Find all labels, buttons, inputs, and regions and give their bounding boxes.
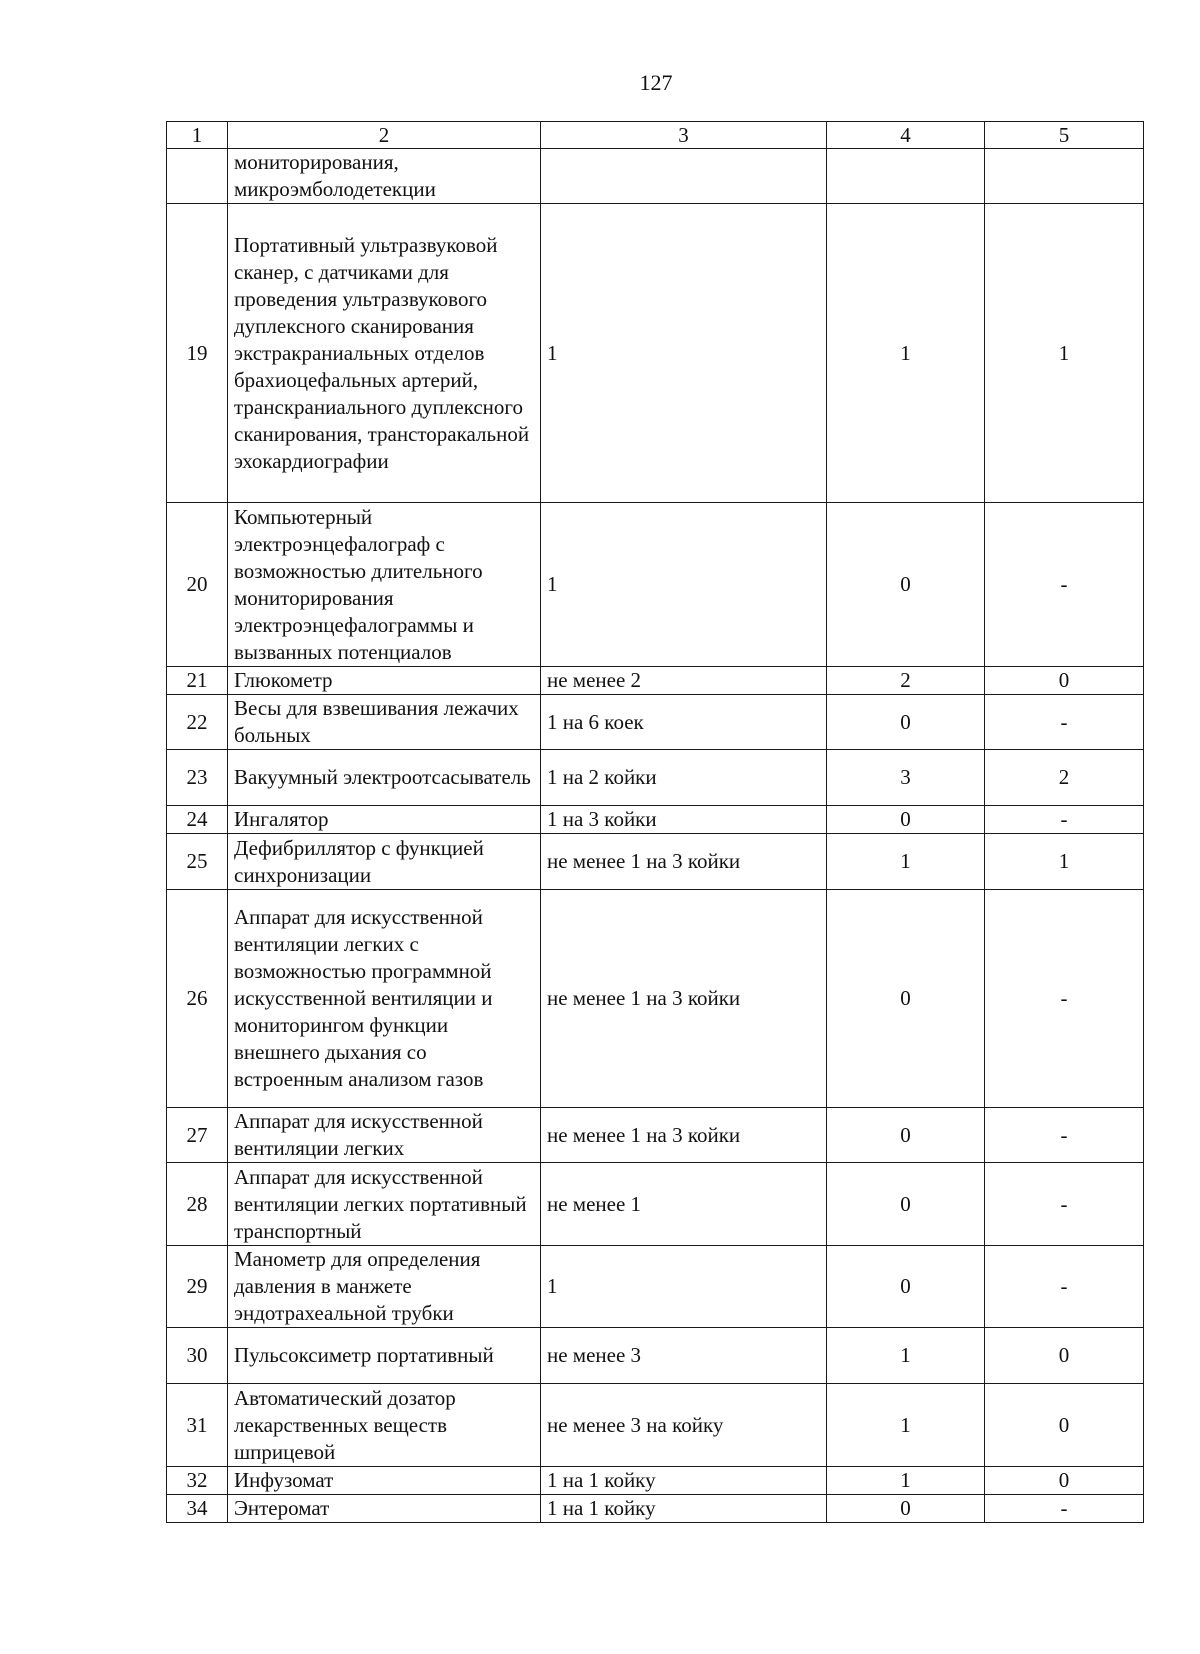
table-row — [167, 1246, 1144, 1328]
table-header-row — [167, 122, 1144, 149]
row-number: 29 — [167, 1246, 228, 1328]
column-5-value: - — [985, 503, 1144, 667]
column-header-2: 2 — [228, 122, 541, 149]
required-quantity: не менее 2 — [541, 667, 827, 695]
required-quantity: не менее 3 на койку — [541, 1384, 827, 1467]
table-row — [167, 1384, 1144, 1467]
page-number: 127 — [639, 70, 673, 95]
column-header-3: 3 — [541, 122, 827, 149]
equipment-name: Компьютерный электроэнцефалограф с возможностью длительного мониторирования электроэнцефалограммы и вызванных потенциалов — [228, 503, 541, 667]
column-5-value — [985, 149, 1144, 204]
required-quantity: 1 — [541, 204, 827, 503]
available-quantity: 3 — [827, 750, 985, 806]
row-number: 30 — [167, 1328, 228, 1384]
table-row — [167, 503, 1144, 667]
equipment-name: Аппарат для искусственной вентиляции легких — [228, 1108, 541, 1163]
column-5-value: 0 — [985, 1328, 1144, 1384]
column-5-value: 2 — [985, 750, 1144, 806]
required-quantity: 1 на 3 койки — [541, 806, 827, 834]
column-5-value: 0 — [985, 1467, 1144, 1495]
column-5-value: 1 — [985, 204, 1144, 503]
column-5-value: - — [985, 1246, 1144, 1328]
row-number: 24 — [167, 806, 228, 834]
required-quantity: 1 — [541, 503, 827, 667]
table-row — [167, 695, 1144, 750]
available-quantity: 0 — [827, 1163, 985, 1246]
required-quantity: не менее 3 — [541, 1328, 827, 1384]
row-number: 34 — [167, 1495, 228, 1523]
equipment-name: Глюкометр — [228, 667, 541, 695]
column-5-value: - — [985, 1108, 1144, 1163]
required-quantity: не менее 1 на 3 койки — [541, 1108, 827, 1163]
available-quantity: 1 — [827, 1467, 985, 1495]
available-quantity: 0 — [827, 1495, 985, 1523]
available-quantity: 1 — [827, 1328, 985, 1384]
row-number — [167, 149, 228, 204]
equipment-name: Весы для взвешивания лежачих больных — [228, 695, 541, 750]
available-quantity: 2 — [827, 667, 985, 695]
required-quantity: 1 на 2 койки — [541, 750, 827, 806]
row-number: 21 — [167, 667, 228, 695]
equipment-name: Пульсоксиметр портативный — [228, 1328, 541, 1384]
table-row — [167, 750, 1144, 806]
row-number: 20 — [167, 503, 228, 667]
available-quantity: 0 — [827, 890, 985, 1108]
equipment-name: Манометр для определения давления в манжете эндотрахеальной трубки — [228, 1246, 541, 1328]
column-5-value: - — [985, 1163, 1144, 1246]
available-quantity: 0 — [827, 806, 985, 834]
available-quantity: 0 — [827, 695, 985, 750]
table-row — [167, 1163, 1144, 1246]
row-number: 22 — [167, 695, 228, 750]
required-quantity: 1 на 1 койку — [541, 1467, 827, 1495]
equipment-name: Аппарат для искусственной вентиляции легких с возможностью программной искусственной вентиляции и мониторингом функции внешнего дыхания со встроенным анализом газов — [228, 890, 541, 1108]
column-header-5: 5 — [985, 122, 1144, 149]
available-quantity: 1 — [827, 834, 985, 890]
table-row — [167, 834, 1144, 890]
available-quantity: 1 — [827, 204, 985, 503]
column-header-4: 4 — [827, 122, 985, 149]
column-5-value: 0 — [985, 667, 1144, 695]
equipment-name: Вакуумный электроотсасыватель — [228, 750, 541, 806]
available-quantity: 0 — [827, 1108, 985, 1163]
equipment-table — [166, 121, 1144, 1523]
column-5-value: 1 — [985, 834, 1144, 890]
column-header-1: 1 — [167, 122, 228, 149]
equipment-name: Ингалятор — [228, 806, 541, 834]
equipment-name: Инфузомат — [228, 1467, 541, 1495]
table-row — [167, 806, 1144, 834]
row-number: 26 — [167, 890, 228, 1108]
table-row — [167, 149, 1144, 204]
row-number: 32 — [167, 1467, 228, 1495]
required-quantity: 1 на 1 койку — [541, 1495, 827, 1523]
table-row — [167, 204, 1144, 503]
row-number: 19 — [167, 204, 228, 503]
equipment-name: Портативный ультразвуковой сканер, с датчиками для проведения ультразвукового дуплексного сканирования экстракраниальных отделов брахиоцефальных артерий, транскраниального дуплексного сканирования, трансторакальной эхокардиографии — [228, 204, 541, 503]
required-quantity — [541, 149, 827, 204]
column-5-value: 0 — [985, 1384, 1144, 1467]
table-row — [167, 1467, 1144, 1495]
available-quantity: 1 — [827, 1384, 985, 1467]
required-quantity: не менее 1 — [541, 1163, 827, 1246]
row-number: 25 — [167, 834, 228, 890]
row-number: 27 — [167, 1108, 228, 1163]
table-row — [167, 1495, 1144, 1523]
column-5-value: - — [985, 1495, 1144, 1523]
equipment-name: Энтеромат — [228, 1495, 541, 1523]
equipment-name: мониторирования, микроэмболодетекции — [228, 149, 541, 204]
available-quantity: 0 — [827, 503, 985, 667]
column-5-value: - — [985, 806, 1144, 834]
required-quantity: не менее 1 на 3 койки — [541, 890, 827, 1108]
row-number: 28 — [167, 1163, 228, 1246]
equipment-name: Аппарат для искусственной вентиляции легких портативный транспортный — [228, 1163, 541, 1246]
required-quantity: 1 — [541, 1246, 827, 1328]
required-quantity: 1 на 6 коек — [541, 695, 827, 750]
row-number: 23 — [167, 750, 228, 806]
column-5-value: - — [985, 695, 1144, 750]
table-row — [167, 1328, 1144, 1384]
column-5-value: - — [985, 890, 1144, 1108]
equipment-name: Дефибриллятор с функцией синхронизации — [228, 834, 541, 890]
available-quantity — [827, 149, 985, 204]
equipment-name: Автоматический дозатор лекарственных веществ шприцевой — [228, 1384, 541, 1467]
available-quantity: 0 — [827, 1246, 985, 1328]
row-number: 31 — [167, 1384, 228, 1467]
table-row — [167, 1108, 1144, 1163]
table-row — [167, 667, 1144, 695]
table-row — [167, 890, 1144, 1108]
required-quantity: не менее 1 на 3 койки — [541, 834, 827, 890]
